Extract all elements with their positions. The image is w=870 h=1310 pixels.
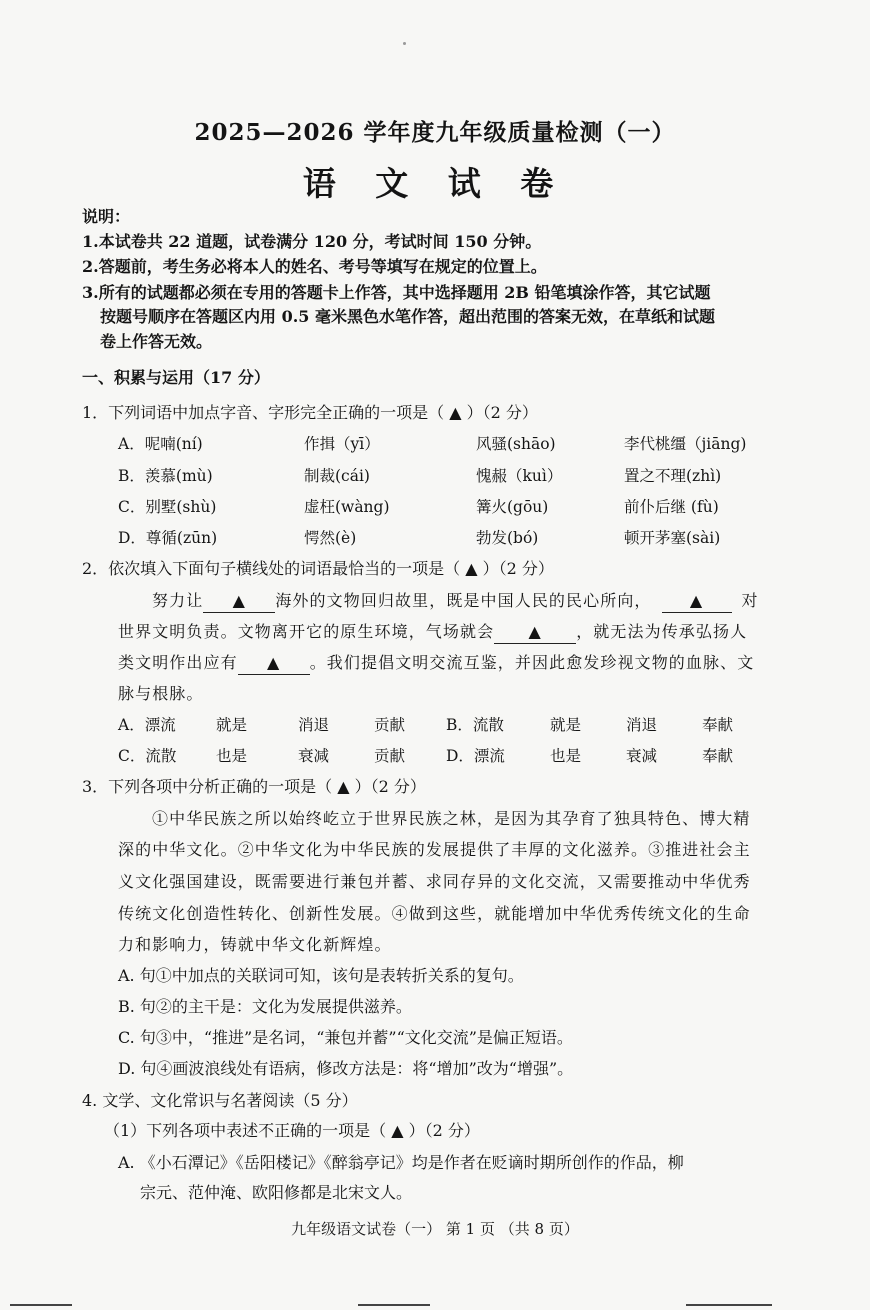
- q1-cell: 勃发(bó): [476, 529, 539, 547]
- q1-cell: 风骚(shāo): [476, 435, 556, 453]
- q2-cell: C．流散: [118, 747, 177, 765]
- q2-cell: 也是: [216, 747, 248, 765]
- q4-option-a-cont: 宗元、范仲淹、欧阳修都是北宋文人。: [140, 1183, 413, 1202]
- scan-edge-mark: [686, 1304, 772, 1306]
- scan-speck: [403, 42, 406, 45]
- subject-title: 语 文 试 卷: [302, 164, 568, 203]
- page-footer: 九年级语文试卷（一） 第 1 页 （共 8 页）: [291, 1220, 579, 1238]
- q3-passage-line: ①中华民族之所以始终屹立于世界民族之林，是因为其孕育了独具特色、博大精: [152, 809, 751, 828]
- q2-cell: 奉献: [702, 716, 734, 734]
- q2-passage-line: [118, 621, 747, 644]
- q2-cell: 衰减: [626, 747, 658, 765]
- q4-stem: 4. 文学、文化常识与名著阅读（5 分）: [82, 1091, 358, 1110]
- q3-passage-line: 力和影响力，铸就中华文化新辉煌。: [118, 935, 392, 954]
- q2-text: 世界文明负责。文物离开它的原生环境，气场就会: [118, 622, 495, 641]
- q2-cell: D．漂流: [446, 747, 505, 765]
- q3-passage-line: 深的中华文化。②中华文化为中华民族的发展提供了丰厚的文化滋养。③推进社会主: [118, 840, 751, 859]
- q2-text: 海外的文物回归故里，既是中国人民的民心所向，: [275, 591, 652, 610]
- section-title: 一、积累与运用（17 分）: [82, 368, 270, 387]
- q2-passage-line: [152, 590, 759, 613]
- q2-cell: 消退: [626, 716, 658, 734]
- q1-stem: 1．下列词语中加点字音、字形完全正确的一项是（ ▲ ）（2 分）: [82, 403, 538, 422]
- q1-cell: 愧赧（kuì）: [476, 467, 563, 485]
- q3-option-b: B. 句②的主干是：文化为发展提供滋养。: [118, 997, 412, 1016]
- q2-text: 。我们提倡文明交流互鉴，并因此愈发珍视文物的血脉、文: [309, 653, 755, 672]
- q3-option-a: A. 句①中加点的关联词可知，该句是表转折关系的复句。: [118, 966, 524, 985]
- q2-blank-3: ▲: [494, 621, 576, 644]
- q1-cell: B．羡慕(mù): [118, 467, 213, 485]
- q2-text: 类文明作出应有: [118, 653, 238, 672]
- note-2: 2.答题前，考生务必将本人的姓名、考号等填写在规定的位置上。: [82, 257, 547, 276]
- q1-cell: 顿开茅塞(sài): [624, 529, 721, 547]
- q3-stem: 3．下列各项中分析正确的一项是（ ▲ ）（2 分）: [82, 777, 426, 796]
- q1-cell: 作揖（yī）: [304, 435, 380, 453]
- q3-passage-line: 义文化强国建设，既需要进行兼包并蓄、求同存异的文化交流，又需要推动中华优秀: [118, 872, 751, 891]
- q3-option-d: D. 句④画波浪线处有语病，修改方法是：将“增加”改为“增强”。: [118, 1059, 574, 1078]
- q2-cell: 贡献: [374, 716, 406, 734]
- q2-text: 努力让: [152, 591, 204, 610]
- q2-cell: 消退: [298, 716, 330, 734]
- q2-blank-1: ▲: [203, 590, 275, 613]
- q2-stem: 2．依次填入下面句子横线处的词语最恰当的一项是（ ▲ ）（2 分）: [82, 559, 554, 578]
- q1-cell: 虚枉(wàng): [304, 498, 390, 516]
- q4-sub1-stem: （1）下列各项中表述不正确的一项是（ ▲ ）（2 分）: [104, 1121, 480, 1140]
- note-3-cont-2: 卷上作答无效。: [100, 332, 213, 351]
- q1-cell: 李代桃缰（jiāng): [624, 435, 747, 453]
- notes-label: 说明：: [82, 207, 131, 226]
- note-1: 1.本试卷共 22 道题，试卷满分 120 分，考试时间 150 分钟。: [82, 232, 542, 251]
- q2-cell: 就是: [216, 716, 248, 734]
- q2-cell: 奉献: [702, 747, 734, 765]
- q2-cell: 也是: [550, 747, 582, 765]
- q1-cell: A．呢喃(ní): [118, 435, 203, 453]
- q1-cell: 置之不理(zhì): [624, 467, 722, 485]
- q1-cell: 篝火(gōu): [476, 498, 549, 516]
- q1-cell: 愕然(è): [304, 529, 357, 547]
- q1-cell: C．别墅(shù): [118, 498, 217, 516]
- q2-text: ，就无法为传承弘扬人: [576, 622, 748, 641]
- exam-title: 2025—2026 学年度九年级质量检测（一）: [194, 119, 676, 146]
- q2-cell: A．漂流: [118, 716, 176, 734]
- q2-cell: B．流散: [446, 716, 504, 734]
- q2-blank-2: ▲: [662, 590, 732, 613]
- scan-edge-mark: [358, 1304, 430, 1306]
- q3-option-c: C. 句③中，“推进”是名词，“兼包并蓄”“文化交流”是偏正短语。: [118, 1028, 573, 1047]
- q2-text: 对: [741, 591, 759, 610]
- q2-passage-line: [118, 652, 754, 675]
- scan-edge-mark: [10, 1304, 72, 1306]
- q2-blank-4: ▲: [238, 652, 310, 675]
- note-3-cont-1: 按题号顺序在答题区内用 0.5 毫米黑色水笔作答，超出范围的答案无效，在草纸和试题: [100, 307, 715, 326]
- q1-cell: 前仆后继 (fù): [624, 498, 719, 516]
- q2-cell: 就是: [550, 716, 582, 734]
- note-3: 3.所有的试题都必须在专用的答题卡上作答，其中选择题用 2B 铅笔填涂作答，其它试题: [82, 283, 711, 302]
- q2-passage-line: 脉与根脉。: [118, 684, 204, 703]
- q1-cell: 制裁(cái): [304, 467, 370, 485]
- q2-cell: 衰减: [298, 747, 330, 765]
- q4-option-a: A. 《小石潭记》《岳阳楼记》《醉翁亭记》均是作者在贬谪时期所创作的作品，柳: [118, 1153, 684, 1172]
- q3-passage-line: 传统文化创造性转化、创新性发展。④做到这些，就能增加中华优秀传统文化的生命: [118, 904, 751, 923]
- q2-cell: 贡献: [374, 747, 406, 765]
- q1-cell: D．尊循(zūn): [118, 529, 218, 547]
